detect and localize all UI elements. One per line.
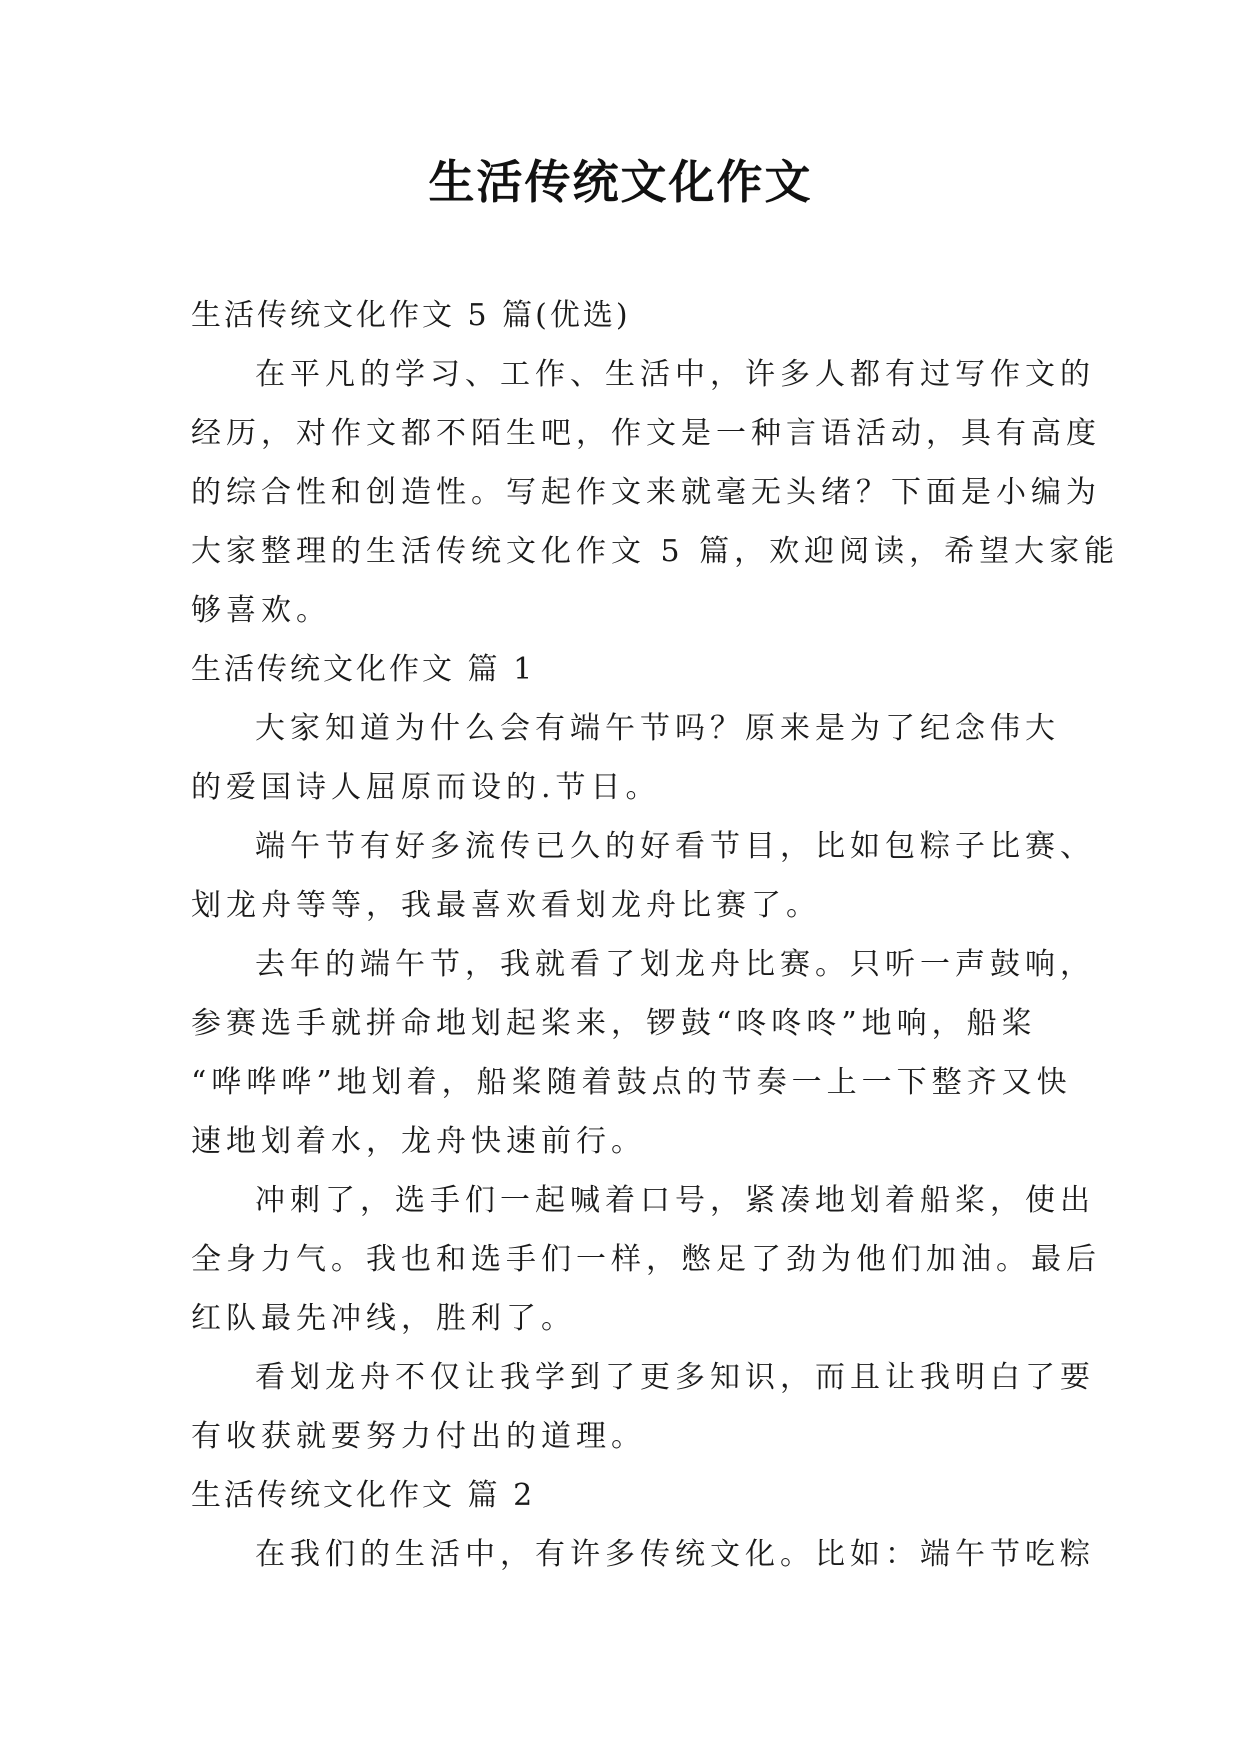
section-heading: 生活传统文化作文 5 篇(优选): [191, 298, 631, 333]
paragraph-line: 端午节有好多流传已久的好看节目，比如包粽子比赛、: [255, 829, 1095, 864]
paragraph-line: 冲刺了，选手们一起喊着口号，紧凑地划着船桨，使出: [255, 1183, 1095, 1218]
paragraph-line: 划龙舟等等，我最喜欢看划龙舟比赛了。: [191, 888, 821, 923]
paragraph-line: 在平凡的学习、工作、生活中，许多人都有过写作文的: [255, 357, 1095, 392]
paragraph-line: 速地划着水，龙舟快速前行。: [191, 1124, 646, 1159]
paragraph-line: 大家知道为什么会有端午节吗？原来是为了纪念伟大: [255, 711, 1060, 746]
paragraph-line: 全身力气。我也和选手们一样，憋足了劲为他们加油。最后: [191, 1242, 1101, 1277]
paragraph-line: “哗哗哗”地划着，船桨随着鼓点的节奏一上一下整齐又快: [191, 1065, 1072, 1100]
paragraph-line: 的爱国诗人屈原而设的.节日。: [191, 770, 661, 805]
paragraph-line: 有收获就要努力付出的道理。: [191, 1419, 646, 1454]
section-heading: 生活传统文化作文 篇 1: [191, 652, 536, 687]
section-heading: 生活传统文化作文 篇 2: [191, 1478, 536, 1513]
paragraph-line: 大家整理的生活传统文化作文 5 篇，欢迎阅读，希望大家能: [191, 534, 1120, 569]
document-body: [191, 286, 1120, 1584]
paragraph-line: 够喜欢。: [191, 593, 331, 628]
paragraph-line: 看划龙舟不仅让我学到了更多知识，而且让我明白了要: [255, 1360, 1095, 1395]
paragraph-line: 红队最先冲线，胜利了。: [191, 1301, 576, 1336]
paragraph-line: 在我们的生活中，有许多传统文化。比如：端午节吃粽: [255, 1537, 1095, 1572]
paragraph-line: 的综合性和创造性。写起作文来就毫无头绪？下面是小编为: [191, 475, 1101, 510]
paragraph-line: 经历，对作文都不陌生吧，作文是一种言语活动，具有高度: [191, 416, 1101, 451]
document-title: 生活传统文化作文: [428, 155, 813, 209]
paragraph-line: 参赛选手就拼命地划起桨来，锣鼓“咚咚咚”地响，船桨: [191, 1006, 1037, 1041]
paragraph-line: 去年的端午节，我就看了划龙舟比赛。只听一声鼓响，: [255, 947, 1095, 982]
